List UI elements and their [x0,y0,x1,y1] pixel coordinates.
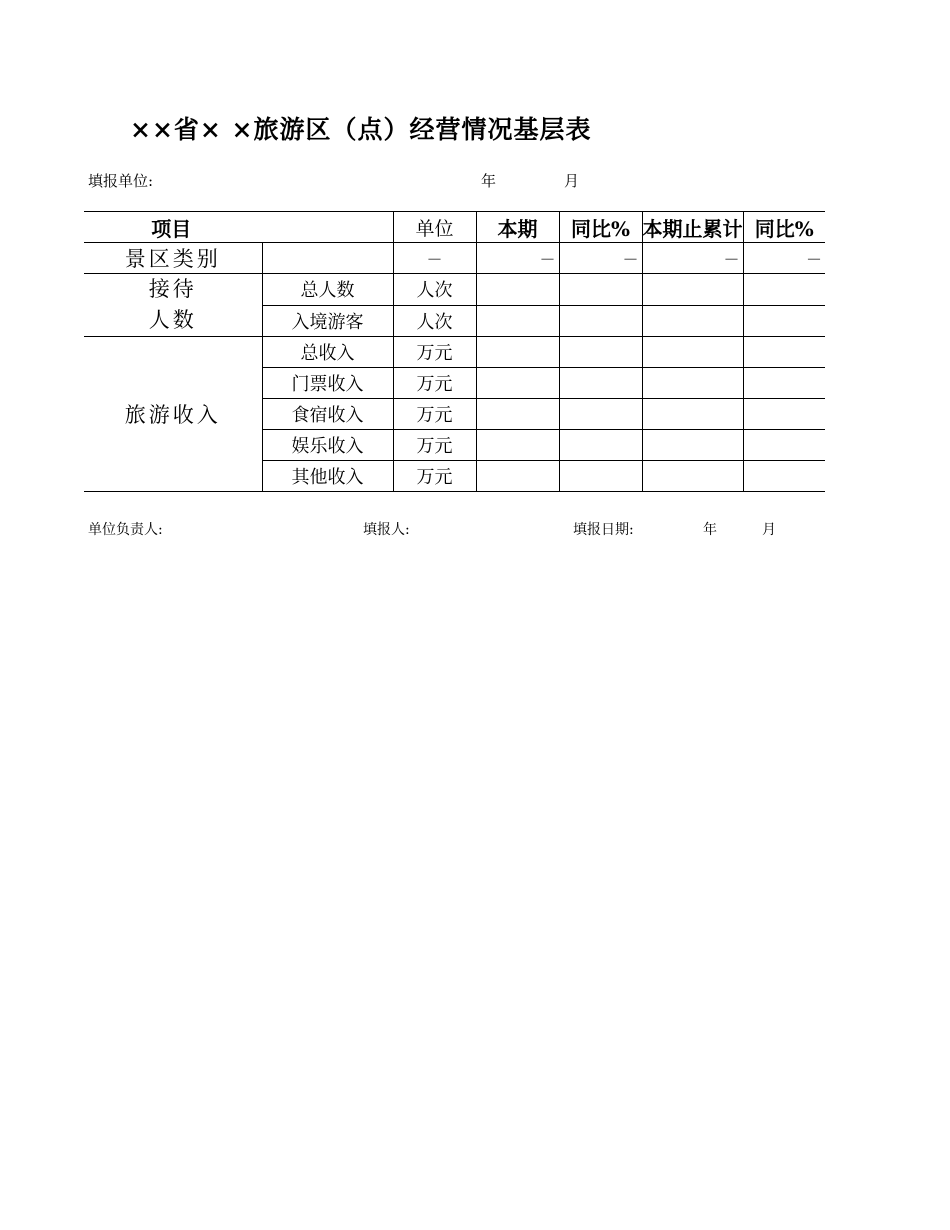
table-row [84,243,825,274]
data-cell[interactable] [476,461,559,492]
cell-unit: 人次 [393,274,476,306]
cell-unit: 万元 [393,399,476,430]
month-label: 月 [564,172,580,190]
data-cell[interactable] [476,430,559,461]
cell-yoy-1: － [559,243,642,274]
header-current: 本期 [476,212,559,243]
data-cell[interactable] [743,461,825,492]
filler-unit-label: 填报单位: [88,172,154,190]
data-cell[interactable] [476,399,559,430]
cell-unit: 万元 [393,461,476,492]
data-cell[interactable] [743,337,825,368]
page-title: ××省× ×旅游区（点）经营情况基层表 [130,115,592,144]
row-group-income: 旅游收入 [84,337,262,492]
cell-yoy-2: － [743,243,825,274]
data-cell[interactable] [743,305,825,337]
row-name: 其他收入 [262,461,393,492]
data-cell[interactable] [642,399,743,430]
cell-cumulative: － [642,243,743,274]
data-cell[interactable] [743,274,825,306]
year-label: 年 [481,172,497,190]
header-cumulative: 本期止累计 [642,212,743,243]
data-cell[interactable] [642,461,743,492]
footer-year-label: 年 [703,522,717,538]
row-label-category: 景区类别 [84,243,262,274]
header-unit: 单位 [393,212,476,243]
row-name: 娱乐收入 [262,430,393,461]
header-yoy-2: 同比% [743,212,825,243]
table-row [84,274,825,306]
data-cell[interactable] [743,368,825,399]
data-cell[interactable] [642,337,743,368]
data-cell[interactable] [642,305,743,337]
footer-month-label: 月 [762,522,776,538]
footer-responsible-label: 单位负责人: [88,522,163,538]
data-cell[interactable] [476,305,559,337]
row-name: 总人数 [262,274,393,306]
data-cell[interactable] [559,305,642,337]
reception-label-line-2: 人数 [148,308,197,332]
data-cell[interactable] [476,337,559,368]
data-cell[interactable] [559,461,642,492]
cell-unit: 人次 [393,305,476,337]
footer-date-label: 填报日期: [573,522,634,538]
data-cell[interactable] [642,430,743,461]
data-cell[interactable] [559,430,642,461]
cell-unit: 万元 [393,337,476,368]
data-cell[interactable] [559,399,642,430]
data-cell[interactable] [476,368,559,399]
footer-filler-label: 填报人: [363,522,410,538]
empty-cell [262,243,393,274]
reception-label-line-1: 接待 [148,277,197,301]
statistics-table [84,211,825,492]
data-cell[interactable] [476,274,559,306]
row-name: 食宿收入 [262,399,393,430]
row-name: 总收入 [262,337,393,368]
cell-unit: 万元 [393,430,476,461]
header-item: 项目 [84,212,393,243]
cell-unit: － [393,243,476,274]
data-cell[interactable] [559,368,642,399]
row-name: 入境游客 [262,305,393,337]
data-cell[interactable] [559,274,642,306]
data-cell[interactable] [743,430,825,461]
row-name: 门票收入 [262,368,393,399]
table-row [84,337,825,368]
header-yoy-1: 同比% [559,212,642,243]
table-header-row [84,212,825,243]
data-cell[interactable] [743,399,825,430]
row-group-reception [84,274,262,337]
data-cell[interactable] [559,337,642,368]
data-cell[interactable] [642,368,743,399]
cell-current: － [476,243,559,274]
cell-unit: 万元 [393,368,476,399]
data-cell[interactable] [642,274,743,306]
